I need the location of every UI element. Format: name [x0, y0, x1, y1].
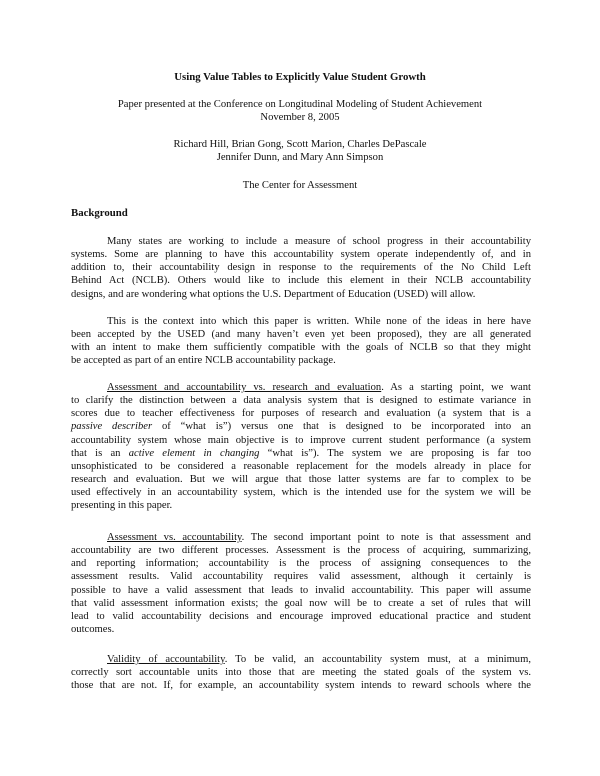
paragraph-line: accountability are two different processes. Assessment is the process of acquiring, summarizing, [71, 545, 531, 557]
paragraph-line [71, 420, 531, 433]
paragraph-line: addition to, their accountability design in response to the requirements of the No Child Left [71, 262, 531, 274]
paragraph-3 [71, 381, 531, 513]
organization: The Center for Assessment [242, 180, 358, 191]
paragraph-line: outcomes. [71, 624, 115, 636]
paragraph-2 [71, 315, 531, 368]
paragraph-line [71, 531, 531, 544]
paragraph-line: presenting in this paper. [71, 500, 173, 512]
conference-line: Paper presented at the Conference on Longitudinal Modeling of Student Achievement [117, 99, 483, 110]
paragraph-line: used effectively in an accountability system, which is the intended use for the system we will be [71, 487, 531, 499]
paragraph-text: that is an [71, 447, 129, 459]
paragraph-text: “what is”). The system we are proposing is far too [259, 447, 531, 459]
paragraph-line: scores due to teacher effectiveness for purposes of research and evaluation (a system that is a [71, 408, 531, 420]
paper-title: Using Value Tables to Explicitly Value Student Growth [174, 71, 426, 83]
paragraph-text: . To be valid, an accountability system must, at a minimum, [224, 654, 531, 665]
paragraph-line: systems. Some are planning to have this accountability system operate independently of, and in [71, 249, 531, 261]
paragraph-line: be accepted as part of an entire NCLB accountability package. [71, 355, 336, 367]
paragraph-line: Many states are working to include a measure of school progress in their accountability [107, 236, 531, 247]
paragraph-line: accountability system whose main objective is to improve current student performance (a system [71, 434, 531, 446]
paragraph-line [71, 381, 531, 394]
paragraph-5 [71, 653, 531, 692]
subsection-lead: Assessment vs. accountability [107, 532, 242, 543]
paragraph-line: been accepted by the USED (and many haven’t even yet been proposed), they are all generated [71, 329, 531, 341]
conference-info [0, 98, 600, 124]
paragraph-1 [71, 235, 531, 301]
paragraph-text: . The second important point to note is that assessment and [241, 532, 531, 543]
italic-phrase: passive describer [71, 421, 153, 433]
paragraph-line [71, 447, 531, 460]
section-heading: Background [71, 207, 128, 219]
paragraph-line: possible to have a valid assessment that leads to invalid accountability. This paper will assume [71, 584, 531, 596]
paragraph-4 [71, 531, 531, 636]
italic-phrase: active element in changing [128, 447, 260, 459]
paragraph-line: Behind Act (NCLB). Others would like to include this element in their NCLB accountability [71, 275, 531, 287]
paragraph-text: of “what is”) versus one that is designed to be incorporated into an [152, 421, 531, 433]
subsection-lead: Validity of accountability [107, 654, 225, 665]
paragraph-line: This is the context into which this paper is written. While none of the ideas in here have [107, 316, 531, 327]
author-list [0, 138, 600, 164]
paragraph-line: lead to valid accountability decisions and encourage improved educational practice and student [71, 610, 531, 622]
paragraph-line: research and evaluation. But we will argue that those latter systems are far to complex to be [71, 474, 531, 486]
paragraph-line: assessment results. Valid accountability requires valid assessment, although it certainly is [71, 571, 531, 583]
paragraph-line: designs, and are wondering what options the U.S. Department of Education (USED) will allow. [71, 288, 476, 300]
authors-line-1: Richard Hill, Brian Gong, Scott Marion, Charles DePascale [173, 139, 427, 150]
paragraph-line: those that are not. If, for example, an accountability system intends to reward schools where the [71, 680, 531, 692]
paragraph-text: . As a starting point, we want [381, 382, 531, 393]
paragraph-line: correctly sort accountable units into those that are meeting the stated goals of the system vs. [71, 667, 531, 679]
authors-line-2: Jennifer Dunn, and Mary Ann Simpson [216, 152, 384, 163]
paragraph-line: with an intent to make them sufficiently compatible with the goals of NCLB so that they might [71, 342, 531, 354]
paragraph-line [71, 653, 531, 666]
paragraph-line: and reporting information; accountability is the process of assigning consequences to the [71, 558, 531, 570]
date-line: November 8, 2005 [260, 112, 340, 123]
paragraph-line: that valid assessment information exists; the goal now will be to create a set of rules that will [71, 597, 531, 609]
subsection-lead: Assessment and accountability vs. research and evaluation [107, 382, 382, 393]
paragraph-line: unsophisticated to be considered a reasonable replacement for the models already in place for [71, 460, 531, 472]
paragraph-line: to clarify the distinction between a data analysis system that is designed to estimate variance in [71, 395, 531, 407]
